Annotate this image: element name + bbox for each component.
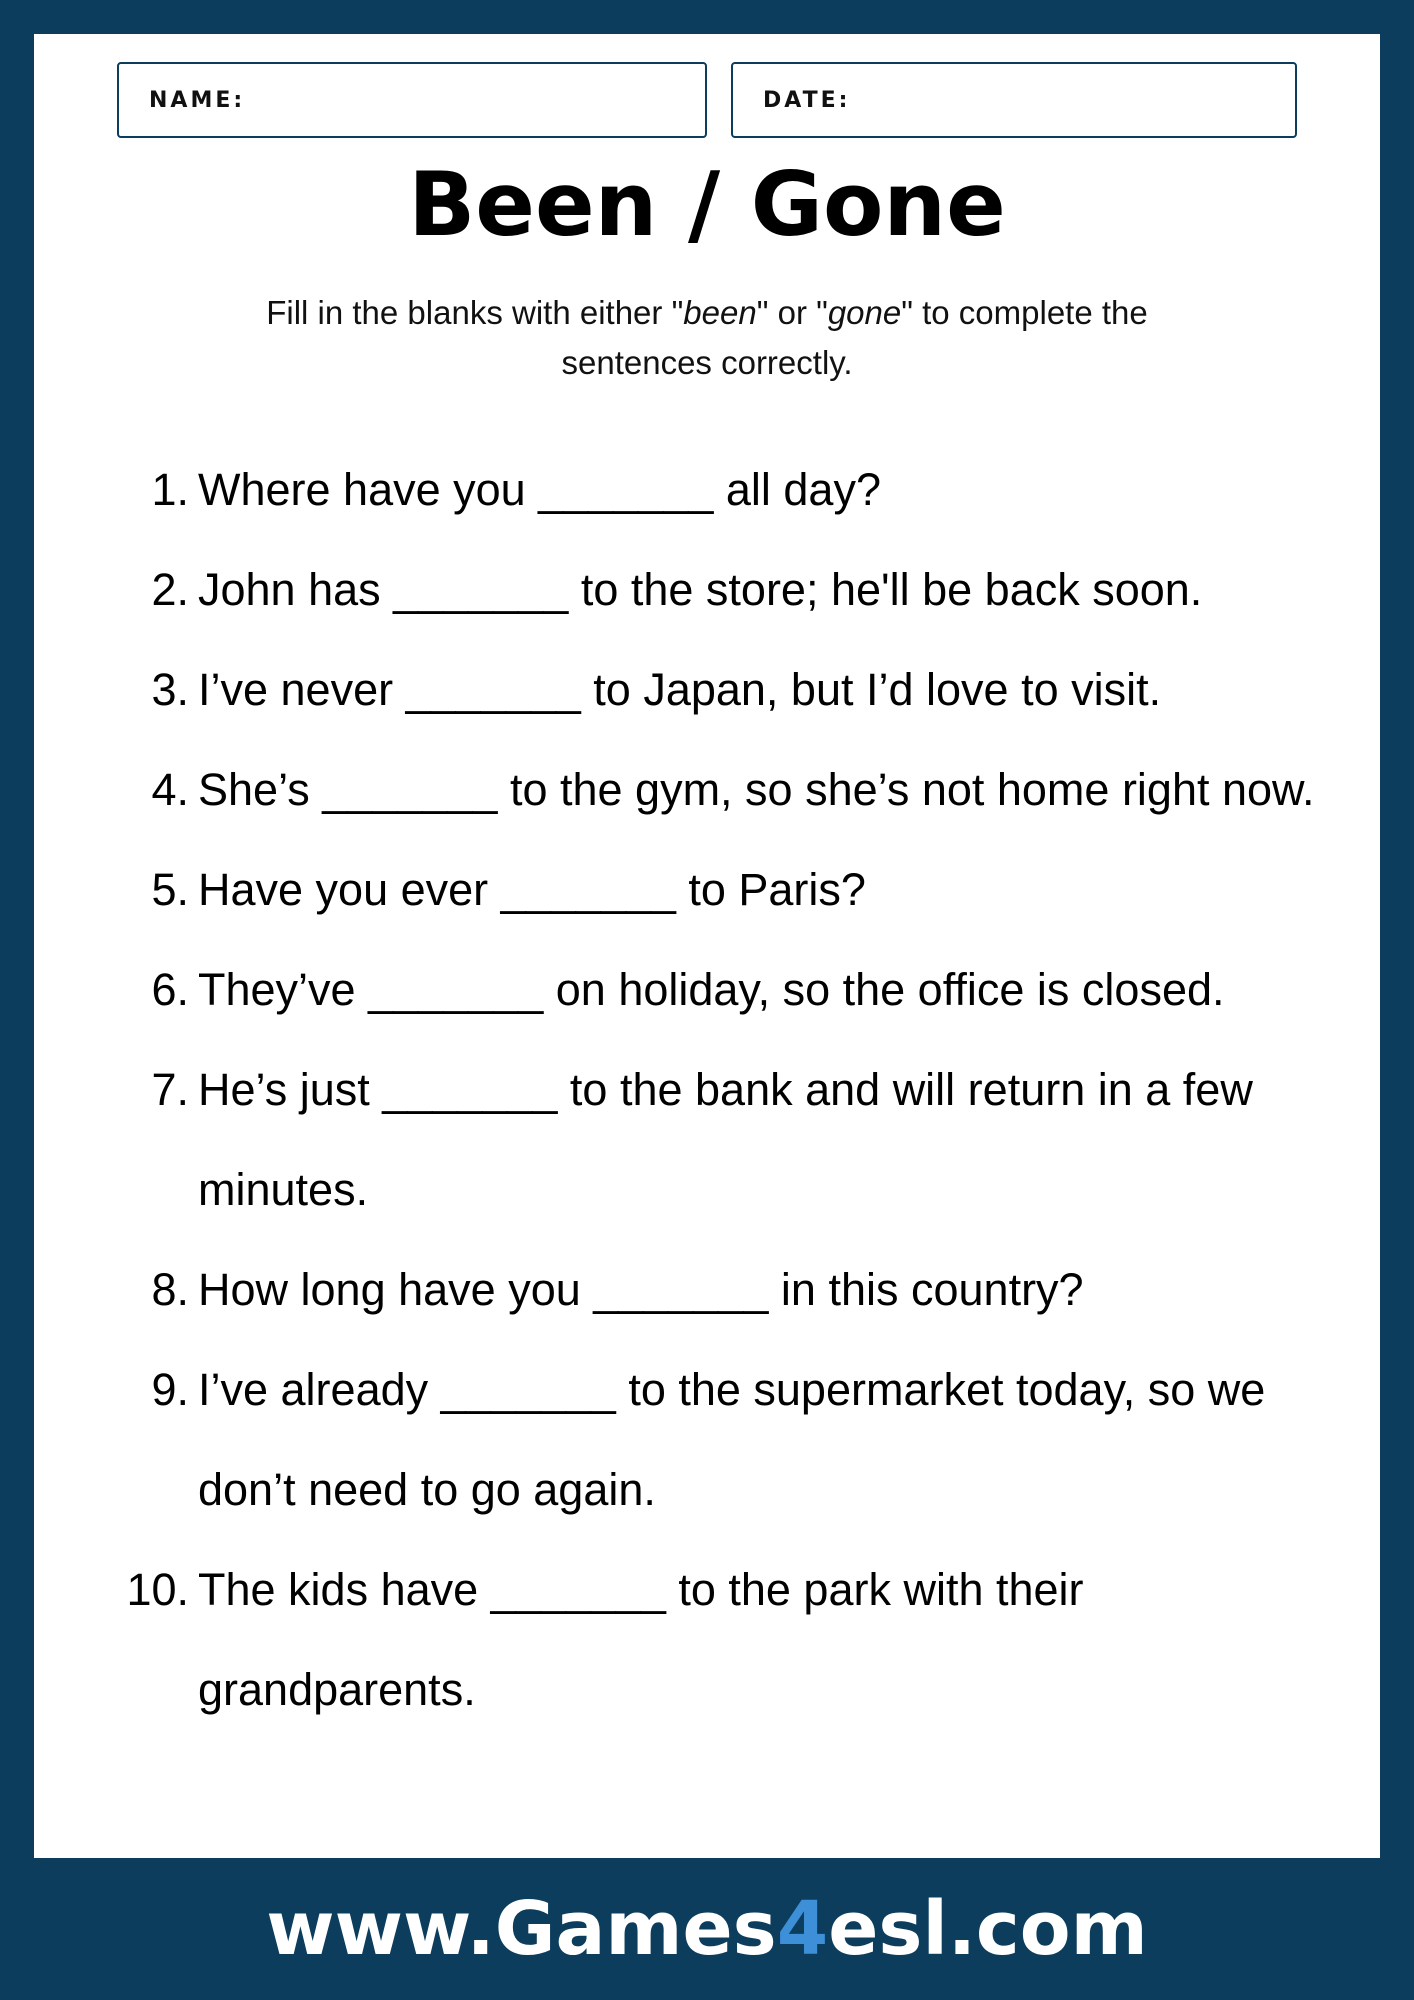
question-number: 10. [126, 1564, 189, 1615]
question-number: 4. [151, 764, 189, 815]
question-item [34, 440, 1380, 540]
name-label: NAME: [149, 87, 246, 113]
question-item [34, 1540, 1380, 1740]
instructions-after: " to complete the sentences correctly. [561, 294, 1148, 381]
question-text: She’s _______ to the gym, so she’s not home right now. [198, 764, 1315, 815]
question-number: 5. [151, 864, 189, 915]
name-field[interactable] [117, 62, 707, 138]
question-number: 9. [151, 1364, 189, 1415]
instructions-word-gone: gone [827, 294, 902, 331]
footer-url-accent: 4 [776, 1886, 829, 1972]
instructions [204, 288, 1210, 388]
question-item [34, 940, 1380, 1040]
question-item [34, 640, 1380, 740]
question-number: 7. [151, 1064, 189, 1115]
question-number: 8. [151, 1264, 189, 1315]
question-text: Where have you _______ all day? [198, 464, 881, 515]
question-number: 1. [151, 464, 189, 515]
footer-website[interactable] [0, 1858, 1414, 2000]
question-item [34, 540, 1380, 640]
footer-url-part2: esl.com [828, 1886, 1148, 1972]
question-number: 6. [151, 964, 189, 1015]
question-text: I’ve already _______ to the supermarket today, so we don’t need to go again. [198, 1364, 1266, 1515]
instructions-before: Fill in the blanks with either " [266, 294, 684, 331]
question-text: He’s just _______ to the bank and will return in a few minutes. [198, 1064, 1253, 1215]
question-text: John has _______ to the store; he'll be back soon. [198, 564, 1203, 615]
question-item [34, 740, 1380, 840]
question-item [34, 1240, 1380, 1340]
question-number: 2. [151, 564, 189, 615]
instructions-middle: " or " [756, 294, 828, 331]
question-text: They’ve _______ on holiday, so the office is closed. [198, 964, 1225, 1015]
date-label: DATE: [763, 87, 851, 113]
question-item [34, 1340, 1380, 1540]
instructions-word-been: been [683, 294, 757, 331]
date-field[interactable] [731, 62, 1297, 138]
worksheet-page [34, 34, 1380, 1858]
question-item [34, 840, 1380, 940]
question-text: Have you ever _______ to Paris? [198, 864, 866, 915]
question-text: How long have you _______ in this country? [198, 1264, 1084, 1315]
question-text: I’ve never _______ to Japan, but I’d love to visit. [198, 664, 1162, 715]
question-text: The kids have _______ to the park with their grandparents. [198, 1564, 1084, 1715]
worksheet-title: Been / Gone [408, 153, 1006, 256]
question-item [34, 1040, 1380, 1240]
question-number: 3. [151, 664, 189, 715]
footer-url-part1: www.Games [266, 1886, 777, 1972]
question-list [34, 440, 1380, 1740]
